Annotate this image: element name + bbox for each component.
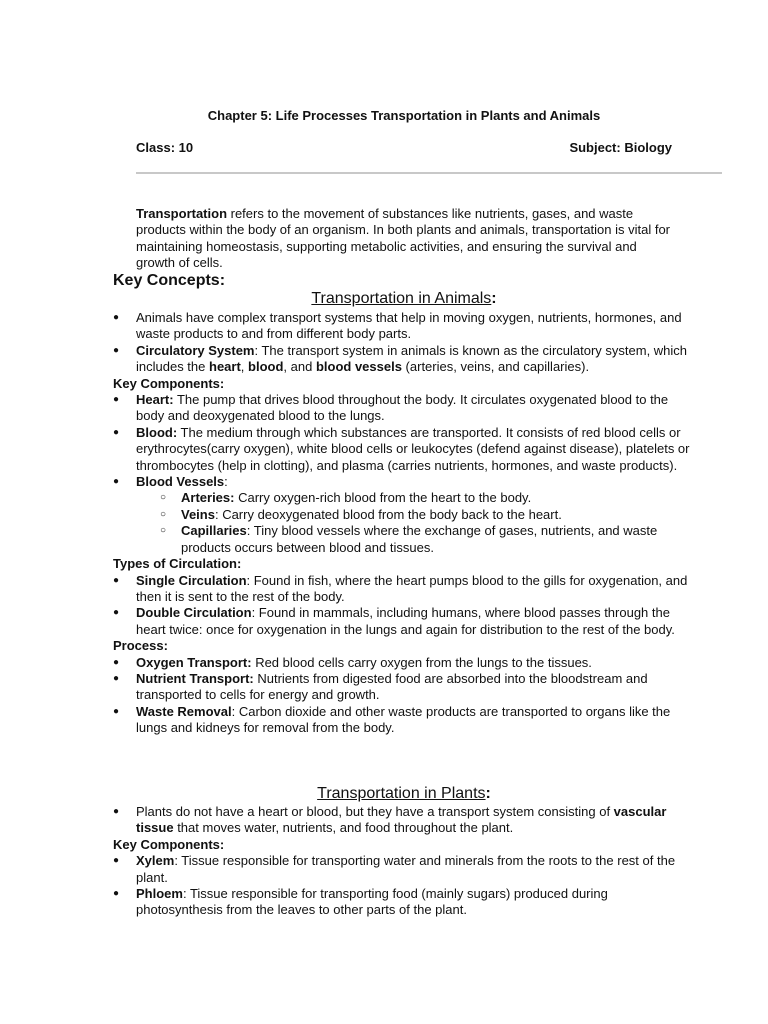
sub-heading: Types of Circulation:: [113, 556, 242, 572]
list-item: [113, 523, 693, 556]
term: Veins: [181, 506, 215, 522]
term: Phloem: [136, 886, 183, 902]
text: Red blood cells carry oxygen from the lungs to the tissues.: [251, 654, 592, 670]
list-item: [113, 853, 693, 886]
text: : Carbon dioxide and other waste products are transported to organs like the lungs and kidneys for removal from the body.: [136, 703, 671, 736]
list-item: [113, 655, 693, 671]
animals-heading: [0, 290, 768, 308]
list-item: [113, 573, 693, 606]
term: Nutrient Transport:: [136, 670, 254, 686]
intro-text: refers to the movement of substances like nutrients, gases, and waste products within the body of an organism. In both plants and animals, transportation is vital for maintaining homeostasis, supporting metabolic activities, and ensuring the survival and growth of cells.: [136, 206, 671, 271]
animals-heading-text: Transportation in Animals: [311, 290, 492, 307]
sub-heading: Key Components:: [113, 375, 225, 391]
plants-section: [113, 804, 693, 919]
document-title: Chapter 5: Life Processes Transportation in Plants and Animals: [207, 108, 601, 123]
term: Waste Removal: [136, 703, 232, 719]
plants-heading-text: Transportation in Plants: [317, 785, 486, 802]
term: Capillaries: [181, 523, 247, 539]
list-item: [113, 671, 693, 704]
sub-heading: Key Components:: [113, 836, 225, 852]
text: The pump that drives blood throughout the body. It circulates oxygenated blood to the body and deoxygenated blood to the lungs.: [136, 392, 669, 424]
term: Xylem: [136, 853, 175, 869]
class-label: Class: 10: [136, 140, 194, 155]
intro-paragraph: [136, 206, 676, 272]
key-concepts-heading: Key Concepts:: [113, 272, 226, 289]
text: : The transport system in animals is known as the circulatory system, which includes the: [136, 342, 688, 375]
term: Double Circulation: [136, 605, 252, 621]
text: Nutrients from digested food are absorbed into the bloodstream and transported to cells for energy and growth.: [136, 670, 648, 703]
term: Single Circulation: [136, 572, 247, 588]
plants-heading: [0, 785, 768, 803]
list-item: [113, 392, 693, 425]
sub-heading: Process:: [113, 638, 168, 654]
text: (arteries, veins, and capillaries).: [401, 359, 590, 375]
list-item: [113, 310, 693, 343]
text: , and: [283, 359, 316, 375]
text: : Carry deoxygenated blood from the body back to the heart.: [214, 506, 562, 522]
text: Carry oxygen-rich blood from the heart to the body.: [234, 490, 532, 506]
term: blood vessels: [315, 359, 402, 375]
text: : Found in mammals, including humans, where blood passes through the heart twice: once for oxygenation in the lungs and again for distribution to the rest of the body.: [136, 605, 675, 637]
text: The medium through which substances are transported. It consists of red blood cells or erythrocytes(carry oxygen), white blood cells or leukocytes (defend against disease), platelets or thrombocytes (help in clotting), and plasma (carries nutrients, hormones, and waste products).: [136, 424, 690, 473]
intro-term: Transportation: [136, 206, 228, 221]
term: Blood:: [136, 424, 178, 440]
list-item: [113, 425, 693, 474]
subject-label: Subject: Biology: [569, 140, 672, 155]
header-divider: [136, 172, 722, 174]
list-item: [113, 507, 693, 523]
text: : Tissue responsible for transporting water and minerals from the roots to the rest of the plant.: [136, 853, 676, 885]
term: Arteries:: [181, 490, 235, 506]
term: Heart:: [136, 392, 174, 408]
list-item: [113, 474, 693, 490]
text: : Tiny blood vessels where the exchange of gases, nutrients, and waste products occurs between blood and tissues.: [181, 523, 658, 555]
term: vascular tissue: [136, 804, 667, 836]
text: ,: [240, 359, 249, 375]
text: that moves water, nutrients, and food throughout the plant.: [173, 820, 514, 836]
animals-heading-colon: :: [491, 290, 497, 307]
list-item: [113, 490, 693, 506]
animals-bullet-text: Animals have complex transport systems that help in moving oxygen, nutrients, hormones, and waste products to and from different body parts.: [136, 310, 682, 342]
term: Circulatory System: [136, 342, 255, 358]
plants-heading-colon: :: [485, 785, 491, 802]
list-item: [113, 704, 693, 737]
animals-section: [113, 310, 693, 737]
list-item: [113, 605, 693, 638]
term: blood: [248, 359, 284, 375]
term: Blood Vessels: [136, 474, 225, 490]
term: Oxygen Transport:: [136, 654, 252, 670]
list-item: [113, 804, 693, 837]
text: Plants do not have a heart or blood, but they have a transport system consisting of: [136, 804, 614, 819]
text: : Found in fish, where the heart pumps blood to the gills for oxygenation, and then it is sent to the rest of the body.: [136, 572, 688, 604]
text: :: [224, 474, 228, 490]
list-item: [113, 886, 693, 919]
term: heart: [209, 359, 241, 375]
list-item: [113, 343, 693, 376]
text: : Tissue responsible for transporting food (mainly sugars) produced during photosynthesis from the leaves to other parts of the plant.: [136, 886, 608, 918]
